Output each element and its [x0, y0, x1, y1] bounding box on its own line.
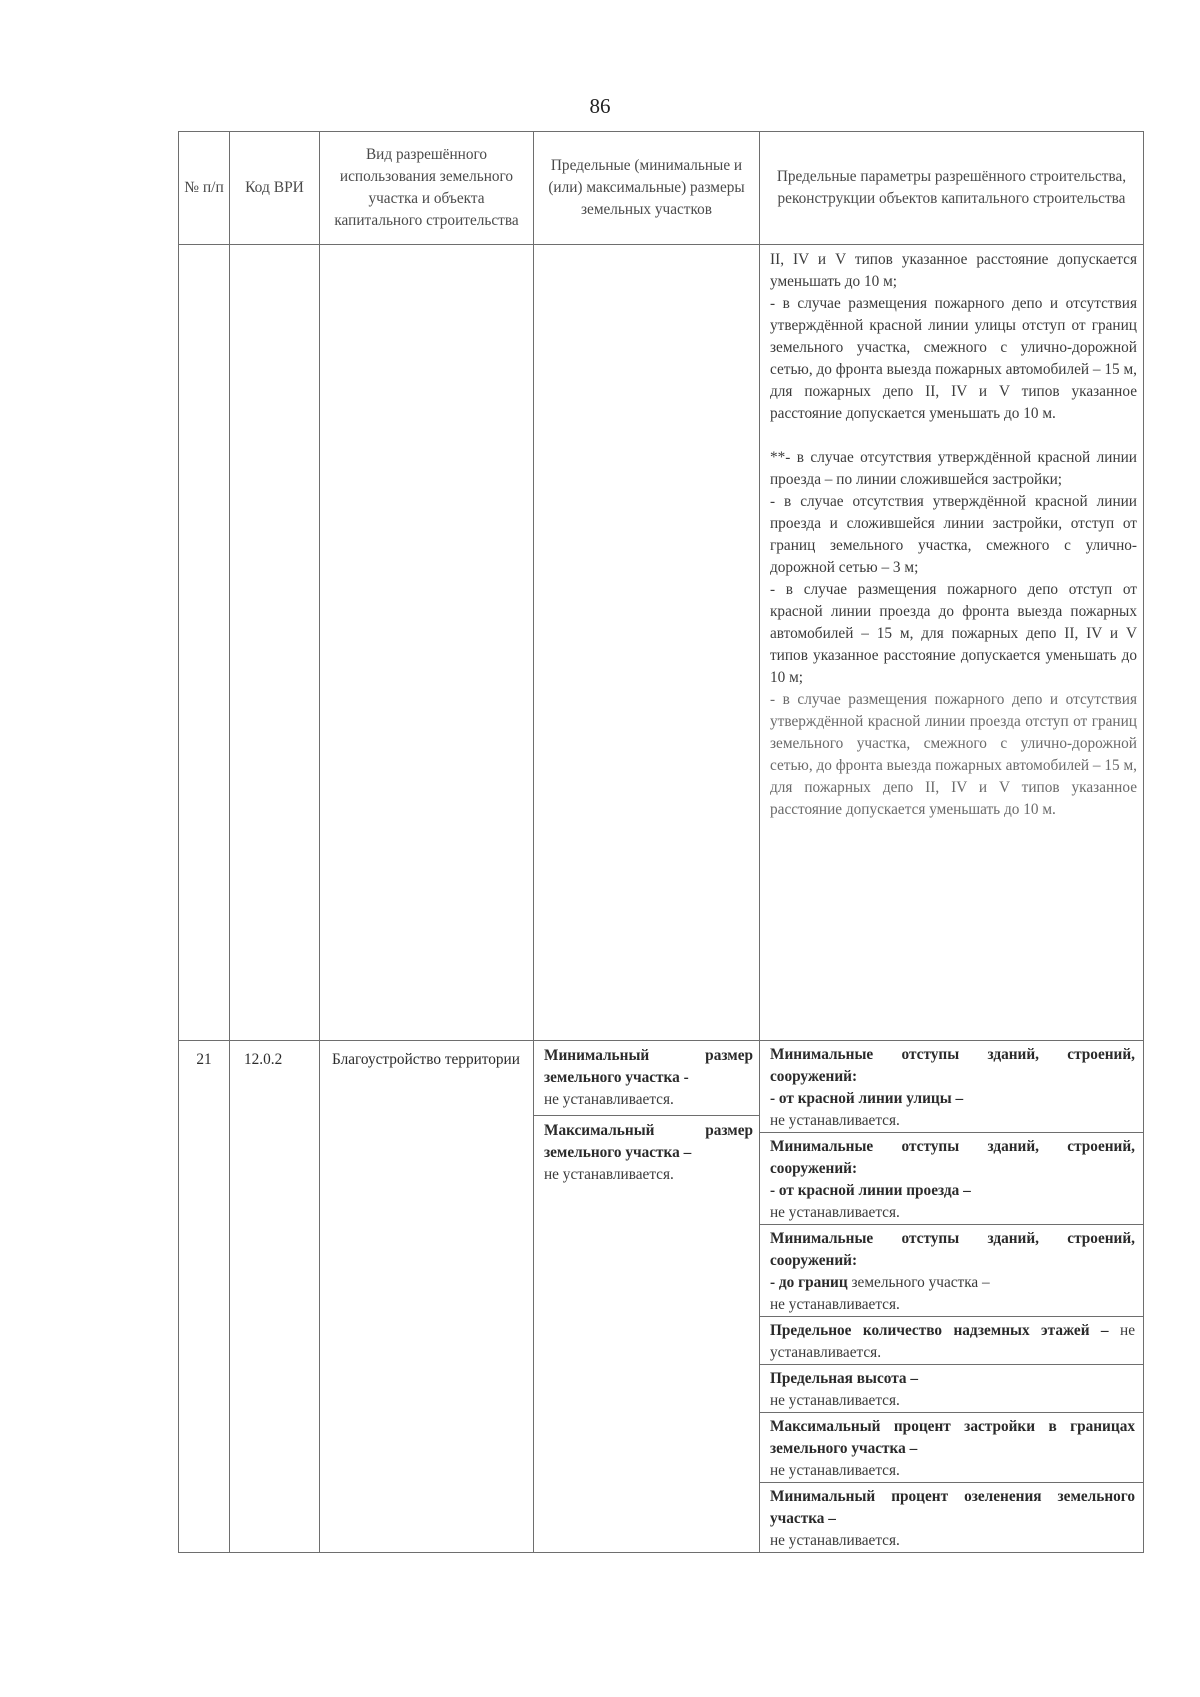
- param-value: не устанавливается.: [770, 1392, 900, 1409]
- param-text: - в случае отсутствия утверждённой красной линии проезда и сложившейся линии застройки, отступ от границ земельного участка, смежного с улично-дорожной сетью – 3 м;: [770, 493, 1137, 576]
- param-value: не устанавливается.: [770, 1322, 1136, 1361]
- row-type: Благоустройство территории: [332, 1051, 520, 1068]
- page-number: 86: [589, 94, 611, 118]
- param-bold: Предельное количество надземных этажей –: [770, 1322, 1109, 1339]
- max-size-block: [534, 1116, 759, 1190]
- param-text: - в случае размещения пожарного депо отступ от красной линии проезда до фронта выезда пожарных автомобилей – 15 м, для пожарных депо II, IV и V типов указанное расстояние допускается уменьшать до 10 м;: [770, 581, 1137, 686]
- param-value: не устанавливается.: [770, 1112, 900, 1129]
- header-code: Код ВРИ: [230, 132, 320, 245]
- table-row-21: [179, 1041, 1144, 1553]
- cell-params: [760, 1041, 1144, 1553]
- min-size-title: Минимальный размер земельного участка -: [544, 1047, 753, 1086]
- min-size-value: не устанавливается.: [544, 1091, 674, 1108]
- min-size-block: [534, 1041, 759, 1116]
- param-value: не устанавливается.: [770, 1462, 900, 1479]
- param-bold: Минимальный процент озеленения земельного участка –: [770, 1488, 1135, 1527]
- param-block: [760, 1041, 1143, 1133]
- param-text: - в случае размещения пожарного депо и отсутствия утверждённой красной линии проезда отступ от границ земельного участка, смежного с улично-дорожной сетью, до фронта выезда пожарных автомобилей – 15 м, для пожарных депо II, IV и V типов указанное расстояние допускается уменьшать до 10 м.: [770, 691, 1137, 818]
- cell-empty: [534, 245, 760, 1041]
- table-row-continuation: [179, 245, 1144, 1041]
- param-bold: Минимальные отступы зданий, строений, сооружений:: [770, 1230, 1135, 1269]
- cell-empty: [320, 245, 534, 1041]
- param-block: [760, 1317, 1143, 1365]
- param-bold: Минимальные отступы зданий, строений, сооружений:: [770, 1046, 1135, 1085]
- header-num: № п/п: [179, 132, 230, 245]
- cell-continuation-params: [760, 245, 1144, 1041]
- param-block: [760, 1483, 1143, 1552]
- param-block: [760, 1365, 1143, 1413]
- cell-type: [320, 1041, 534, 1553]
- param-text: **- в случае отсутствия утверждённой красной линии проезда – по линии сложившейся застройки;: [770, 449, 1137, 488]
- param-text: земельного участка –: [851, 1274, 990, 1291]
- header-params: Предельные параметры разрешённого строительства, реконструкции объектов капитального строительства: [760, 132, 1144, 245]
- cell-empty: [230, 245, 320, 1041]
- param-text: - в случае размещения пожарного депо и отсутствия утверждённой красной линии улицы отступ от границ земельного участка, смежного с улично-дорожной сетью, до фронта выезда пожарных автомобилей – 15 м, для пожарных депо II, IV и V типов указанное расстояние допускается уменьшать до 10 м.: [770, 295, 1137, 422]
- header-sizes: Предельные (минимальные и (или) максимальные) размеры земельных участков: [534, 132, 760, 245]
- param-bold: Максимальный процент застройки в границах земельного участка –: [770, 1418, 1135, 1457]
- param-value: не устанавливается.: [770, 1532, 900, 1549]
- param-bold: - до границ: [770, 1274, 848, 1291]
- header-type: Вид разрешённого использования земельного участка и объекта капитального строительства: [320, 132, 534, 245]
- max-size-title: Максимальный размер земельного участка –: [544, 1122, 753, 1161]
- zoning-table: [178, 131, 1144, 1553]
- param-block: [760, 1133, 1143, 1225]
- row-code: 12.0.2: [244, 1051, 283, 1068]
- param-block: [760, 1413, 1143, 1483]
- cell-num: [179, 1041, 230, 1553]
- param-bold: Предельная высота –: [770, 1370, 919, 1387]
- param-text: II, IV и V типов указанное расстояние допускается уменьшать до 10 м;: [770, 251, 1137, 290]
- table-header-row: [179, 132, 1144, 245]
- cell-empty: [179, 245, 230, 1041]
- cell-code: [230, 1041, 320, 1553]
- cell-sizes: [534, 1041, 760, 1553]
- row-num: 21: [196, 1051, 212, 1068]
- max-size-value: не устанавливается.: [544, 1166, 674, 1183]
- param-bold: - от красной линии проезда –: [770, 1182, 971, 1199]
- param-value: не устанавливается.: [770, 1296, 900, 1313]
- param-value: не устанавливается.: [770, 1204, 900, 1221]
- param-bold: - от красной линии улицы –: [770, 1090, 964, 1107]
- param-block: [760, 1225, 1143, 1317]
- param-bold: Минимальные отступы зданий, строений, сооружений:: [770, 1138, 1135, 1177]
